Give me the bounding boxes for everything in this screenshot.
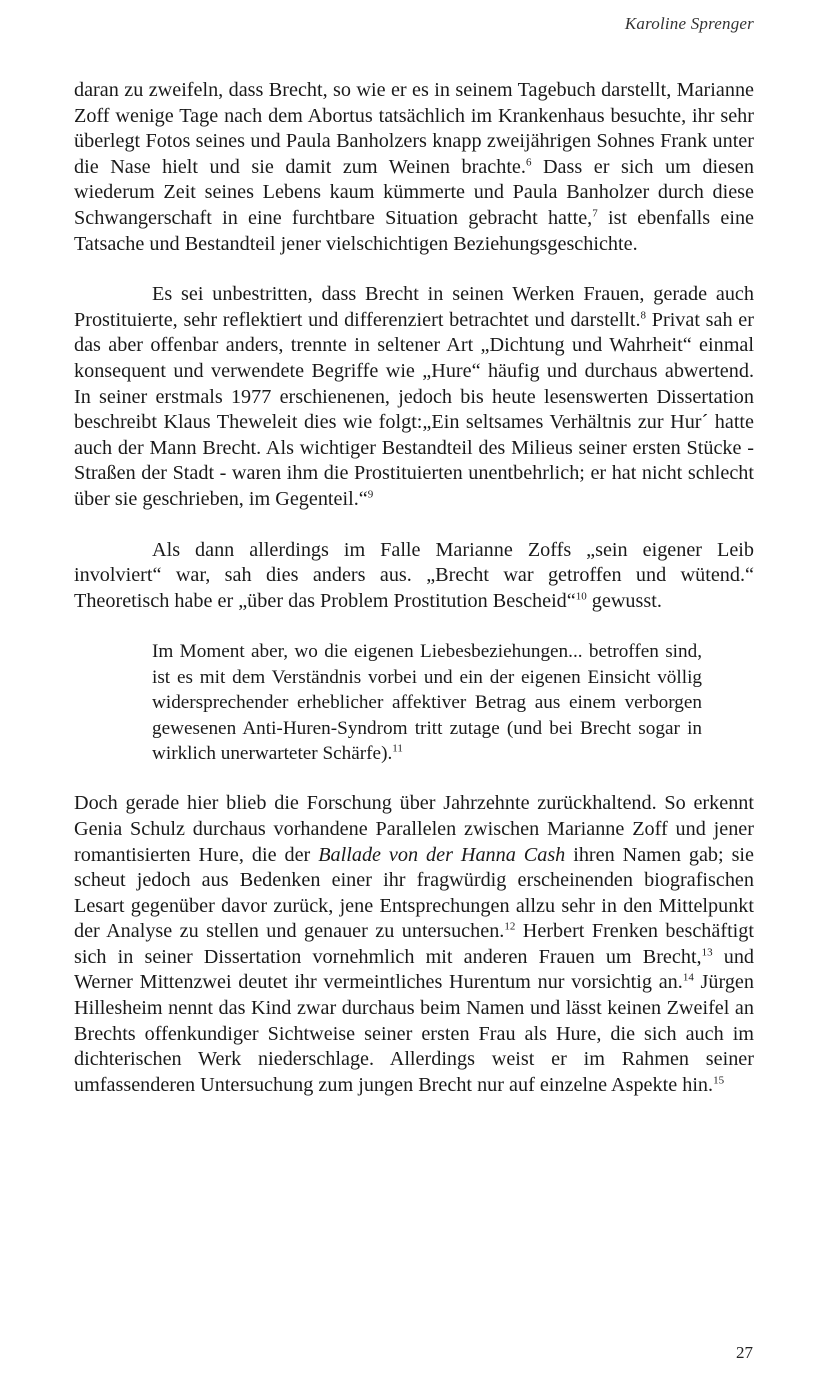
quote-text: Im Moment aber, wo die eigenen Liebesbeziehungen... betroffen sind, ist es mit dem Verständnis vorbei und ein der eigenen Einsicht völlig widersprechender erheblicher affektiver Betrag aus einem verborgen gewesenen Anti-Huren-Syndrom tritt zutage (und bei Brecht sogar in wirklich unerwarteter Schärfe).	[152, 641, 702, 764]
paragraph-1	[74, 78, 754, 257]
footnote-ref-11: 11	[392, 742, 403, 755]
paragraph-4	[74, 791, 754, 1098]
text-run: Jürgen Hillesheim nennt das Kind zwar durchaus beim Namen und lässt keinen Zweifel an Brechts offenkundiger Sichtweise seiner ersten Frau als Hure, die sich auch im dichterischen Werk niederschlage. Allerdings weist er im Rahmen seiner umfassenderen Untersuchung zum jungen Brecht nur auf einzelne Aspekte hin.	[74, 971, 754, 1096]
text-run: ist ebenfalls eine Tatsache und Bestandteil jener vielschichtigen Beziehungsgeschichte.	[74, 206, 754, 255]
body-text	[74, 78, 754, 1098]
footnote-ref-8: 8	[640, 309, 647, 322]
text-run: Dass er sich um diesen wiederum Zeit seines Lebens kaum kümmerte und Paula Banholzer durch diese Schwangerschaft in eine furchtbare Situation gebracht hatte,	[74, 155, 754, 229]
paragraph-3	[74, 538, 754, 615]
text-run: daran zu zweifeln, dass Brecht, so wie er es in seinem Tagebuch darstellt, Marianne Zoff wenige Tage nach dem Abortus tatsächlich im Krankenhaus besuchte, ihr sehr überlegt Fotos seines und Paula Banholzers knapp zweijährigen Sohnes Frank unter die Nase hielt und sie damit zum Weinen brachte.	[74, 79, 754, 178]
text-run: Herbert Frenken beschäftigt sich in seiner Dissertation vornehmlich mit anderen Frauen um Brecht,	[74, 920, 754, 968]
text-run: Als dann allerdings im Falle Marianne Zoffs „sein eigener Leib involviert“ war, sah dies anders aus. „Brecht war getroffen und wütend.“ Theoretisch habe er „über das Problem Prostitution Bescheid“	[74, 538, 754, 612]
block-quote	[74, 639, 754, 766]
footnote-ref-13: 13	[701, 946, 713, 959]
running-head: Karoline Sprenger	[624, 14, 754, 33]
footnote-ref-10: 10	[575, 589, 587, 602]
text-run: Doch gerade hier blieb die Forschung über Jahrzehnte zurückhaltend. So erkennt Genia Schulz durchaus vorhandene Parallelen zwischen Marianne Zoff und jener romantisierten Hure, die der	[74, 792, 754, 866]
text-run: Privat sah er das aber offenbar anders, trennte in seltener Art „Dichtung und Wahrheit“ einmal konsequent und verwendete Begriffe wie „Hure“ häufig und durchaus abwertend. In seiner erstmals 1977 erschienenen, jedoch bis heute lesenswerten Dissertation beschreibt Klaus Theweleit dies wie folgt:„Ein seltsames Verhältnis zur Hur´ hatte auch der Mann Brecht. Als wichtiger Bestandteil des Milieus seiner ersten Stücke - Straßen der Stadt - waren ihm die Prostituierten unentbehrlich; er hat nicht schlecht über sie geschrieben, im Gegenteil.“	[74, 308, 754, 510]
page-number: 27	[736, 1343, 753, 1362]
work-title: Ballade von der Hanna Cash	[318, 843, 566, 866]
footnote-ref-9: 9	[367, 488, 374, 501]
footnote-ref-15: 15	[713, 1074, 725, 1087]
footnote-ref-7: 7	[592, 207, 598, 220]
footnote-ref-14: 14	[682, 971, 694, 984]
text-run: ihren Namen gab; sie scheut jedoch aus Bedenken einer ihr fragwürdig erscheinenden biografischen Lesart gegenüber davor zurück, jene Entsprechungen allzu sehr in den Mittelpunkt der Analyse zu stellen und genauer zu untersuchen.	[74, 843, 754, 943]
text-run: gewusst.	[586, 589, 662, 612]
footnote-ref-12: 12	[504, 920, 516, 933]
paragraph-2	[74, 282, 754, 512]
text-run: und Werner Mittenzwei deutet ihr vermeintliches Hurentum nur vorsichtig an.	[74, 945, 755, 994]
text-run: Es sei unbestritten, dass Brecht in seinen Werken Frauen, gerade auch Prostituierte, sehr reflektiert und differenziert betrachtet und darstellt.	[74, 283, 754, 331]
footnote-ref-6: 6	[525, 156, 532, 169]
